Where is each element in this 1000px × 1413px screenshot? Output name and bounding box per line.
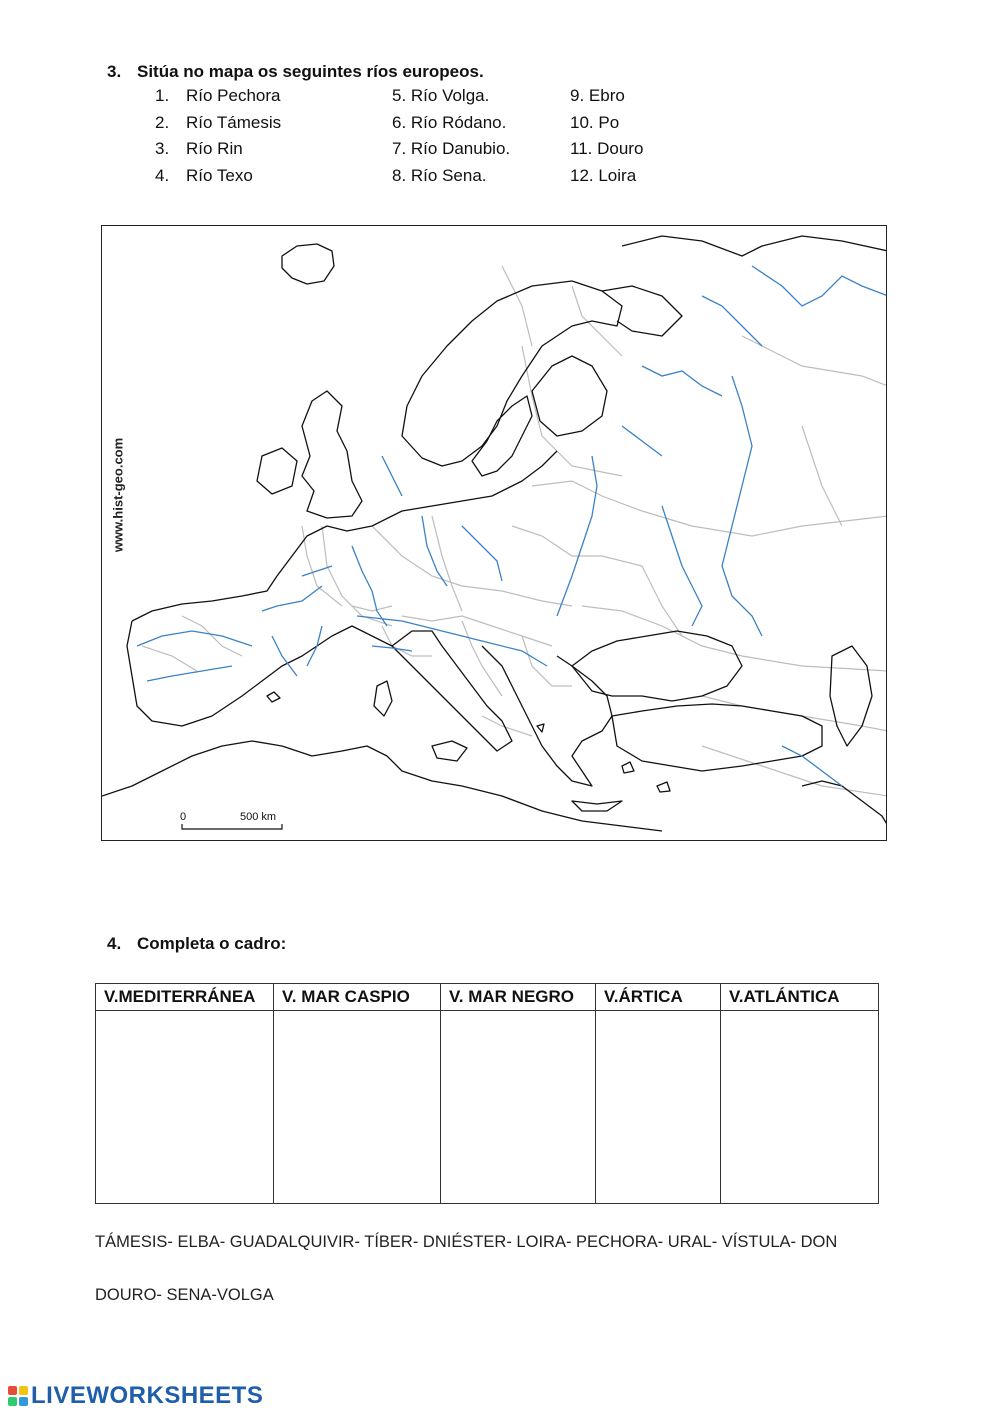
map-watermark: www.hist-geo.com xyxy=(110,437,126,553)
exercise-3-title xyxy=(107,62,484,82)
column-header: V.ÁRTICA xyxy=(596,984,721,1011)
answer-cell-arctic[interactable] xyxy=(596,1011,721,1204)
column-header: V.MEDITERRÁNEA xyxy=(96,984,274,1011)
list-item: 11. Douro xyxy=(570,139,644,158)
list-item: 6. Río Ródano. xyxy=(392,113,507,132)
exercise-4-title xyxy=(107,934,286,954)
logo-text: LIVEWORKSHEETS xyxy=(31,1382,264,1409)
list-item: 5. Río Volga. xyxy=(392,86,490,105)
liveworksheets-logo xyxy=(8,1382,263,1410)
scale-zero-label: 0 xyxy=(180,811,187,823)
river-seine xyxy=(302,566,332,576)
list-item: 3. Río Rin xyxy=(155,139,243,158)
word-bank-line-1: TÁMESIS- ELBA- GUADALQUIVIR- TÍBER- DNIÉSTER- LOIRA- PECHORA- URAL- VÍSTULA- DON xyxy=(95,1233,838,1251)
country-borders xyxy=(142,266,887,796)
table-row xyxy=(96,1011,879,1204)
river-rhine xyxy=(352,546,387,626)
river-dnieper xyxy=(557,456,597,616)
list-item: 8. Río Sena. xyxy=(392,166,487,185)
logo-icon xyxy=(8,1386,28,1406)
scale-bar xyxy=(182,824,282,829)
column-header: V.ATLÁNTICA xyxy=(721,984,879,1011)
exercise-3-text: Sitúa no mapa os seguintes ríos europeos. xyxy=(137,62,484,81)
list-item: 2. Río Támesis xyxy=(155,113,282,132)
river-rhone xyxy=(307,626,322,666)
river-pechora xyxy=(752,266,887,306)
coastlines xyxy=(102,236,887,831)
table-header-row xyxy=(96,984,879,1011)
europe-map xyxy=(101,225,887,841)
river-loire xyxy=(262,586,322,611)
europe-map-drawing xyxy=(102,226,887,841)
list-item: 4. Río Texo xyxy=(155,166,253,185)
river-volga xyxy=(722,376,762,636)
exercise-4-number: 4. xyxy=(107,934,122,953)
river-list xyxy=(155,86,715,196)
list-item: 12. Loira xyxy=(570,166,637,185)
answer-cell-mediterranean[interactable] xyxy=(96,1011,274,1204)
list-item: 7. Río Danubio. xyxy=(392,139,511,158)
list-item: 9. Ebro xyxy=(570,86,625,105)
scale-km-label: 500 km xyxy=(240,811,277,823)
river-tigris xyxy=(782,746,842,786)
list-item: 10. Po xyxy=(570,113,620,132)
answer-cell-caspian[interactable] xyxy=(274,1011,441,1204)
answer-cell-black-sea[interactable] xyxy=(441,1011,596,1204)
column-header: V. MAR NEGRO xyxy=(441,984,596,1011)
river-douro xyxy=(137,631,252,646)
column-header: V. MAR CASPIO xyxy=(274,984,441,1011)
exercise-4-text: Completa o cadro: xyxy=(137,934,287,953)
river-vistula xyxy=(462,526,502,581)
list-item: 1. Río Pechora xyxy=(155,86,281,105)
exercise-3-number: 3. xyxy=(107,62,122,81)
river-basin-table xyxy=(95,983,879,1204)
river-thames xyxy=(382,456,402,496)
word-bank-line-2: DOURO- SENA-VOLGA xyxy=(95,1286,274,1304)
answer-cell-atlantic[interactable] xyxy=(721,1011,879,1204)
river-tagus xyxy=(147,666,232,681)
river-don xyxy=(662,506,702,626)
